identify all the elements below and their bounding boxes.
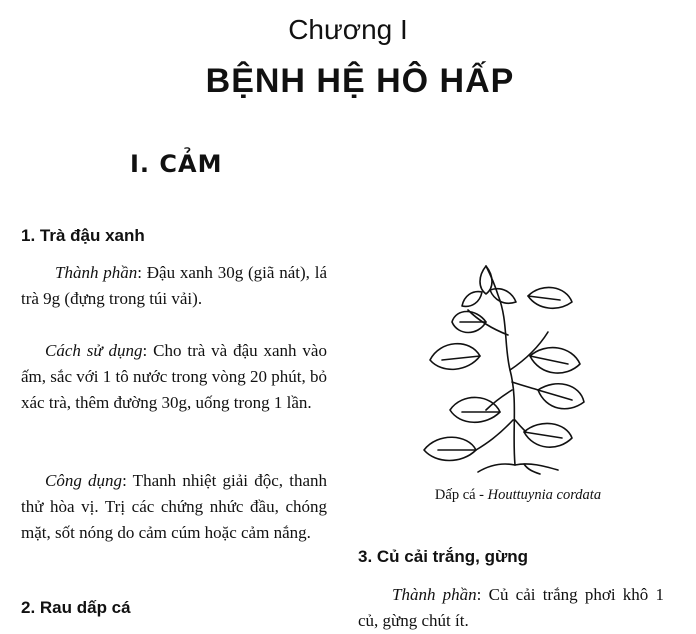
recipe-1-ingredients (21, 260, 327, 312)
usage-label: Cách sử dụng (45, 341, 143, 360)
chapter-title: BỆNH HỆ HÔ HẤP (205, 62, 515, 100)
effect-text: : Thanh nhiệt giải độc, thanh thử hòa vị. Trị các chứng nhức đầu, chóng mặt, sốt nóng do cảm cúm hoặc cảm nắng. (21, 471, 327, 542)
recipe-3-heading: 3. Củ cải trắng, gừng (358, 547, 529, 566)
caption-latin-name: Houttuynia cordata (487, 487, 602, 503)
recipe-2-heading: 2. Rau dấp cá (21, 598, 131, 617)
recipe-3-ingredients (358, 582, 664, 634)
ingredients-label: Thành phần (392, 585, 477, 604)
effect-label: Công dụng (45, 471, 123, 490)
caption-prefix: Dấp cá - (434, 487, 488, 503)
usage-text: : Cho trà và đậu xanh vào ấm, sắc với 1 tô nước trong vòng 20 phút, bỏ xác trà, thêm đường 30g, uống trong 1 lần. (21, 341, 327, 412)
ingredients-text: : Đậu xanh 30g (giã nát), lá trà 9g (đựng trong túi vải). (21, 263, 327, 308)
houttuynia-plant-illustration (420, 260, 590, 475)
recipe-1-effect (21, 468, 327, 546)
chapter-label: Chương I (288, 14, 408, 45)
recipe-1-usage (21, 338, 327, 416)
section-title: I. CẢM (130, 150, 223, 178)
figure-caption (360, 487, 676, 504)
ingredients-text: : Củ cải trắng phơi khô 1 củ, gừng chút ít. (358, 585, 664, 630)
ingredients-label: Thành phần (55, 263, 138, 282)
recipe-1-heading: 1. Trà đậu xanh (21, 226, 145, 245)
